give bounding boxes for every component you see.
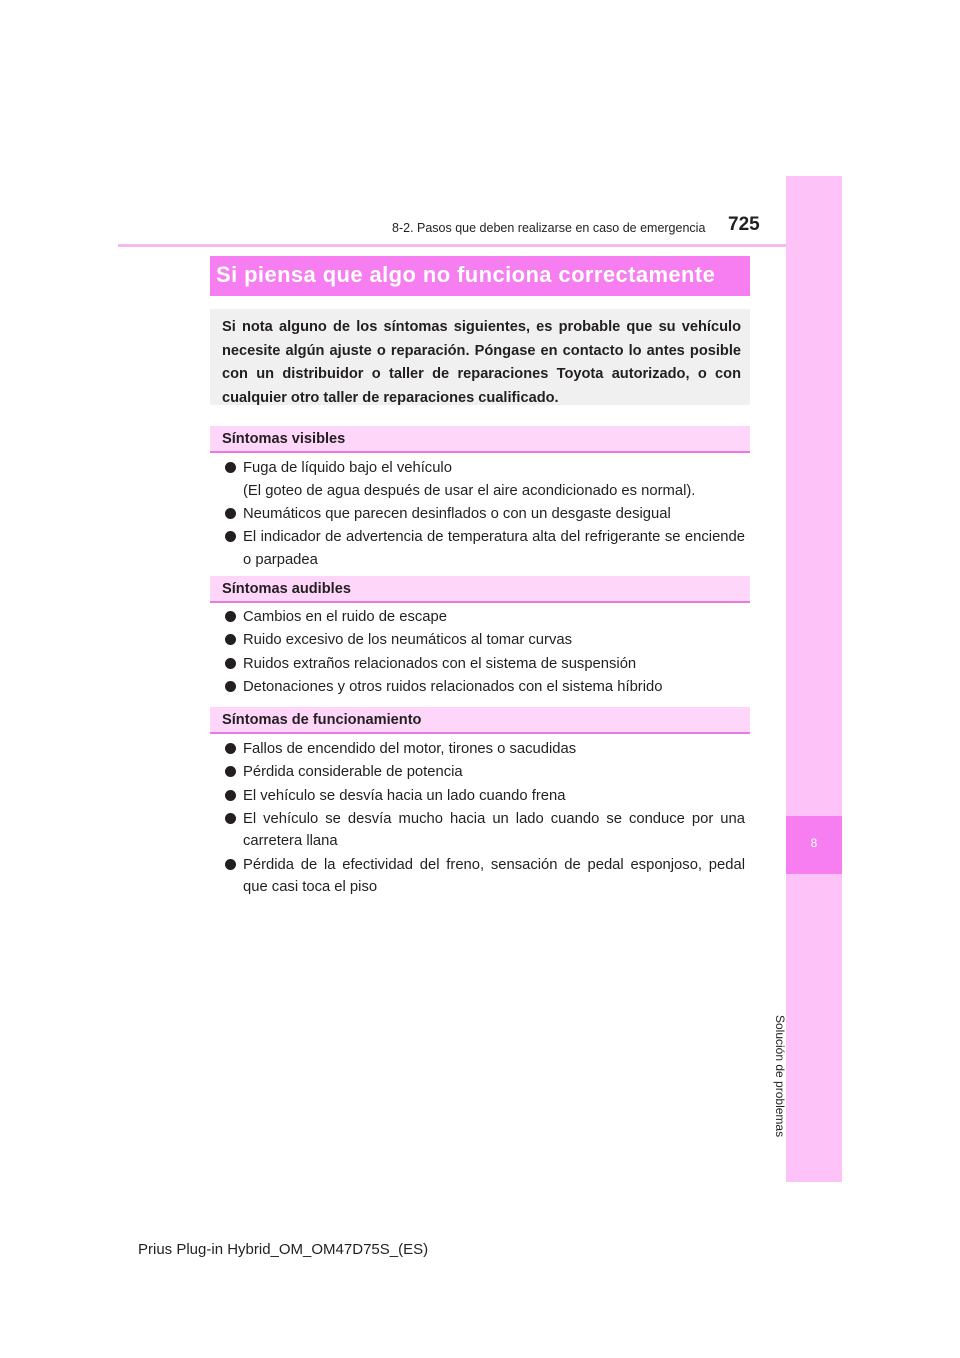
functioning-symptoms-list bbox=[226, 738, 745, 899]
header-rule bbox=[118, 244, 841, 247]
list-item-text: El indicador de advertencia de temperatura alta del refrigerante se enciende o parpadea bbox=[243, 529, 745, 568]
list-item-text: Ruidos extraños relacionados con el sistema de suspensión bbox=[243, 655, 637, 672]
intro-text: Si nota alguno de los síntomas siguientes, es probable que su vehículo necesite algún ajuste o reparación. Póngase en contacto lo antes posible con un distribuidor o taller de reparaciones Toyota autorizado, o con cualquier otro taller de reparaciones cualificado. bbox=[222, 319, 741, 406]
visible-symptoms-list bbox=[226, 457, 745, 572]
list-item bbox=[226, 738, 745, 761]
bullet-icon bbox=[225, 658, 236, 669]
audible-symptoms-list bbox=[226, 606, 745, 699]
bullet-icon bbox=[225, 766, 236, 777]
subheading-visible: Síntomas visibles bbox=[222, 431, 346, 447]
list-item bbox=[226, 457, 745, 502]
chapter-label: Solución de problemas bbox=[773, 1015, 787, 1138]
bullet-icon bbox=[225, 508, 236, 519]
list-item-text: Ruido excesivo de los neumáticos al tomar curvas bbox=[243, 632, 572, 649]
list-item-text: Neumáticos que parecen desinflados o con un desgaste desigual bbox=[243, 505, 671, 522]
subheading-audible: Síntomas audibles bbox=[222, 581, 351, 597]
list-item-note: (El goteo de agua después de usar el aire acondicionado es normal). bbox=[243, 482, 696, 499]
chapter-number: 8 bbox=[810, 836, 818, 850]
list-item-text: Pérdida considerable de potencia bbox=[243, 764, 463, 781]
list-item bbox=[226, 676, 745, 699]
list-item bbox=[226, 503, 745, 526]
bullet-icon bbox=[225, 790, 236, 801]
list-item bbox=[226, 761, 745, 784]
chapter-side-strip bbox=[786, 176, 842, 1182]
list-item bbox=[226, 629, 745, 652]
page-number: 725 bbox=[728, 214, 760, 235]
list-item bbox=[226, 808, 745, 853]
list-item-text: Fallos de encendido del motor, tirones o sacudidas bbox=[243, 741, 577, 757]
list-item bbox=[226, 606, 745, 629]
list-item-text: Cambios en el ruido de escape bbox=[243, 609, 447, 625]
subheading-functioning: Síntomas de funcionamiento bbox=[222, 712, 422, 728]
list-item-text: El vehículo se desvía mucho hacia un lado cuando se conduce por una carretera llana bbox=[243, 810, 745, 850]
list-item bbox=[226, 653, 745, 676]
list-item-text: El vehículo se desvía hacia un lado cuando frena bbox=[243, 787, 566, 804]
list-item-text: Detonaciones y otros ruidos relacionados con el sistema híbrido bbox=[243, 678, 663, 695]
list-item bbox=[226, 785, 745, 808]
list-item-text: Fuga de líquido bajo el vehículo bbox=[243, 460, 452, 476]
list-item bbox=[226, 854, 745, 899]
bullet-icon bbox=[225, 634, 236, 645]
document-footer: Prius Plug-in Hybrid_OM_OM47D75S_(ES) bbox=[138, 1241, 429, 1258]
bullet-icon bbox=[225, 743, 236, 754]
page-title: Si piensa que algo no funciona correctamente bbox=[216, 262, 716, 287]
bullet-icon bbox=[225, 813, 236, 824]
bullet-icon bbox=[225, 462, 236, 473]
list-item bbox=[226, 526, 745, 571]
bullet-icon bbox=[225, 859, 236, 870]
bullet-icon bbox=[225, 531, 236, 542]
bullet-icon bbox=[225, 611, 236, 622]
section-header: 8-2. Pasos que deben realizarse en caso de emergencia bbox=[392, 221, 706, 235]
bullet-icon bbox=[225, 681, 236, 692]
list-item-text: Pérdida de la efectividad del freno, sensación de pedal esponjoso, pedal que casi toca el piso bbox=[243, 856, 745, 896]
